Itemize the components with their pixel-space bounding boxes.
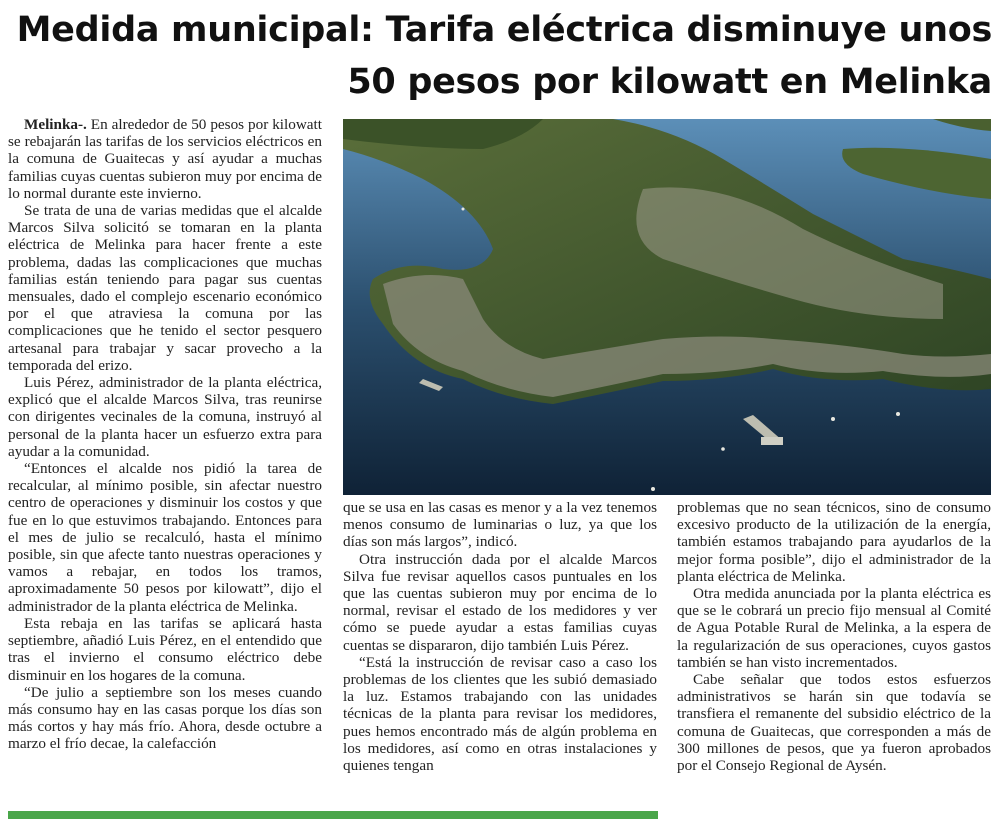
aerial-photo-melinka bbox=[343, 119, 991, 495]
article-column-1 bbox=[8, 116, 322, 753]
aerial-photo-illustration bbox=[343, 119, 991, 495]
headline-line-2: 50 pesos por kilowatt en Melinka bbox=[347, 62, 992, 102]
article-paragraph: que se usa en las casas es menor y a la vez tenemos menos consumo de luminarias o luz, ya que los días son más largos”, indicó. bbox=[343, 499, 657, 551]
article-paragraph: “Entonces el alcalde nos pidió la tarea de recalcular, al mínimo posible, sin afectar nuestro centro de operaciones y disminuir los costos y que fue en lo que estuvimos trabajando. Entonces para el mes de julio se recalculó, hasta el mínimo posible, sin que afecte tanto nuestras operaciones y vamos a rebajar, en todos los tramos, aproximadamente 50 pesos por kilowatt”, dijo el administrador de la planta eléctrica de Melinka. bbox=[8, 460, 322, 615]
bottom-accent-rule bbox=[8, 811, 658, 819]
article-paragraph: Luis Pérez, administrador de la planta eléctrica, explicó que el alcalde Marcos Silva, tras reunirse con dirigentes vecinales de la comuna, instruyó al personal de la planta hacer un esfuerzo extra para ayudar a la comunidad. bbox=[8, 374, 322, 460]
article-paragraph: “De julio a septiembre son los meses cuando más consumo hay en las casas porque los días son más cortos y hay más frío. Ahora, desde octubre a marzo el frío decae, la calefacción bbox=[8, 683, 322, 753]
article-paragraph bbox=[8, 116, 322, 202]
article-column-2 bbox=[343, 499, 657, 774]
article-paragraph: Cabe señalar que todos estos esfuerzos administrativos se harán sin que todavía se transfiera el remanente del subsidio eléctrico de la comuna de Guaitecas, que corresponden a más de 300 millones de pesos, que ya fueron aprobados por el Consejo Regional de Aysén. bbox=[677, 671, 991, 775]
dateline: Melinka-. bbox=[24, 116, 87, 133]
article-paragraph: “Está la instrucción de revisar caso a caso los problemas de los clientes que les subió demasiado la luz. Estamos trabajando con las unidades técnicas de la planta para revisar los medidores, pues hemos encontrado más de algún problema en los medidores, así como en otras instalaciones y quienes tengan bbox=[343, 653, 657, 775]
headline-line-1: Medida municipal: Tarifa eléctrica disminuye unos bbox=[16, 10, 992, 50]
article-paragraph: Otra instrucción dada por el alcalde Marcos Silva fue revisar aquellos casos puntuales en los que las cuentas subieron muy por encima de lo normal, revisar el estado de los medidores y ver cómo se puede ayudar a estas familias cuyas cuentas se dispararon, dijo también Luis Pérez. bbox=[343, 550, 657, 654]
article-paragraph: problemas que no sean técnicos, sino de consumo excesivo producto de la utilización de la energía, también estamos trabajando para ayudarlos de la mejor forma posible”, dijo el administrador de la planta eléctrica de Melinka. bbox=[677, 499, 991, 585]
headline bbox=[8, 4, 992, 108]
lead-text: En alrededor de 50 pesos por kilowatt se rebajarán las tarifas de los servicios eléctricos en la comuna de Guaitecas y así ayudar a muchas familias cuyas cuentas subieron muy por encima de lo normal durante este invierno. bbox=[8, 116, 322, 202]
article-column-3 bbox=[677, 499, 991, 774]
article-paragraph: Otra medida anunciada por la planta eléctrica es que se le cobrará un precio fijo mensual al Comité de Agua Potable Rural de Melinka, a la espera de la regularización de sus operaciones, cuyos gastos también se han visto incrementados. bbox=[677, 585, 991, 671]
article-paragraph: Esta rebaja en las tarifas se aplicará hasta septiembre, añadió Luis Pérez, en el entendido que tras el invierno el consumo eléctrico debe disminuir en los hogares de la comuna. bbox=[8, 614, 322, 684]
article-paragraph: Se trata de una de varias medidas que el alcalde Marcos Silva solicitó se tomaran en la planta eléctrica de Melinka para hacer frente a este problema, dadas las complicaciones que muchas familias están teniendo para pagar sus cuentas mensuales, dado el complejo escenario económico por el que atraviesa la comuna por las complicaciones que he tenido el sector pesquero artesanal para trabajar y sacar provecho a la temporada del erizo. bbox=[8, 202, 322, 374]
